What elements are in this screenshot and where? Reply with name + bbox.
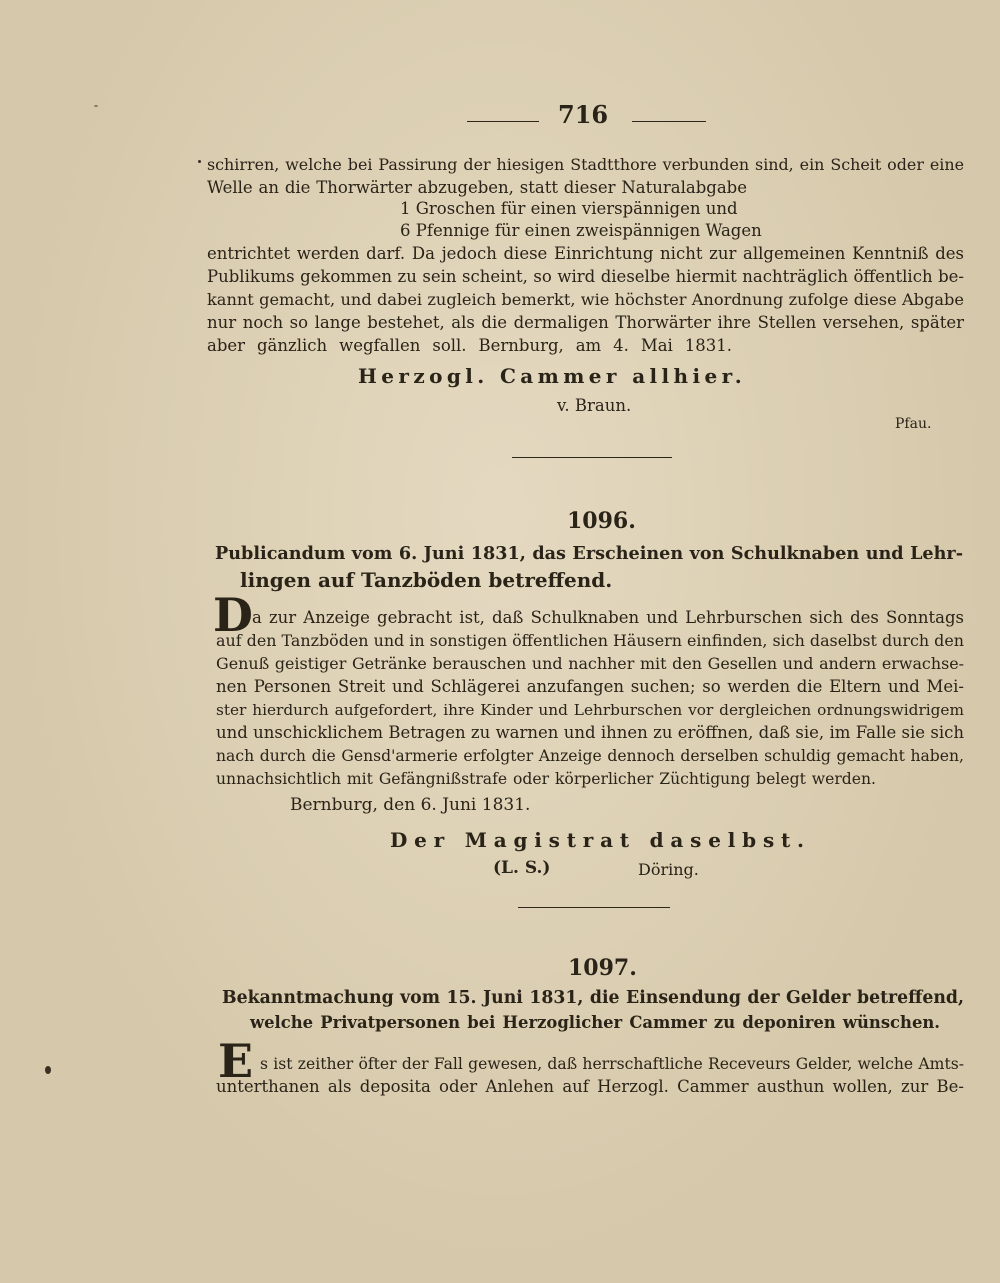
seal-mark: (L. S.) <box>493 858 551 878</box>
text-line: Publikums gekommen zu sein scheint, so wird dieselbe hiermit nachträglich öffentlich be- <box>207 267 964 286</box>
text-line: aber gänzlich wegfallen soll. Bernburg, am 4. Mai 1831. <box>207 336 732 355</box>
page-number: 716 <box>558 100 609 129</box>
section-number: 1096. <box>567 508 636 534</box>
scan-speck <box>94 105 98 107</box>
section-title: Publicandum vom 6. Juni 1831, das Erscheinen von Schulknaben und Lehr- <box>215 543 963 564</box>
text-line: schirren, welche bei Passirung der hiesigen Stadtthore verbunden sind, ein Scheit oder eine <box>207 155 964 174</box>
section-title: lingen auf Tanzböden betreffend. <box>240 568 613 592</box>
drop-cap: D <box>213 588 253 642</box>
section-divider <box>512 457 672 458</box>
scan-speck <box>45 1066 51 1074</box>
text-line: auf den Tanzböden und in sonstigen öffentlichen Häusern einfinden, sich daselbst durch den <box>216 631 964 650</box>
signature: Pfau. <box>895 416 932 432</box>
signature: Döring. <box>638 860 699 879</box>
text-line: a zur Anzeige gebracht ist, daß Schulknaben und Lehrburschen sich des Sonntags <box>252 608 964 627</box>
text-line: und unschicklichem Betragen zu warnen und ihnen zu eröffnen, daß sie, im Falle sie sich <box>216 723 964 742</box>
scan-speck <box>198 160 201 163</box>
header-rule-right <box>632 121 706 122</box>
header-rule-left <box>467 121 539 122</box>
text-line: s ist zeither öfter der Fall gewesen, daß herrschaftliche Receveurs Gelder, welche Amts- <box>260 1055 964 1073</box>
text-line: ster hierdurch aufgefordert, ihre Kinder und Lehrburschen vor dergleichen ordnungswidrigem <box>216 701 964 719</box>
text-line: nen Personen Streit und Schlägerei anzufangen suchen; so werden die Eltern und Mei- <box>216 677 964 696</box>
section-title: welche Privatpersonen bei Herzoglicher Cammer zu deponiren wünschen. <box>250 1013 940 1032</box>
section-title: Bekanntmachung vom 15. Juni 1831, die Einsendung der Gelder betreffend, <box>222 988 964 1008</box>
text-line: nur noch so lange bestehet, als die dermaligen Thorwärter ihre Stellen versehen, später <box>207 313 964 332</box>
text-line: unterthanen als deposita oder Anlehen auf Herzogl. Cammer austhun wollen, zur Be- <box>216 1077 964 1096</box>
authority-line: Der Magistrat daselbst. <box>390 828 811 852</box>
text-line: Genuß geistiger Getränke berauschen und nachher mit den Gesellen und andern erwachse- <box>216 654 964 673</box>
text-line: nach durch die Gensd'armerie erfolgter Anzeige dennoch derselben schuldig gemacht haben, <box>216 747 964 765</box>
signature: v. Braun. <box>557 396 632 415</box>
rate-line: 6 Pfennige für einen zweispännigen Wagen <box>400 221 762 240</box>
text-line: Welle an die Thorwärter abzugeben, statt dieser Naturalabgabe <box>207 178 747 197</box>
section-number: 1097. <box>568 955 637 981</box>
section-divider <box>518 907 670 908</box>
drop-cap: E <box>218 1034 254 1088</box>
text-line: entrichtet werden darf. Da jedoch diese Einrichtung nicht zur allgemeinen Kenntniß des <box>207 244 964 263</box>
text-line: unnachsichtlich mit Gefängnißstrafe oder körperlicher Züchtigung belegt werden. <box>216 770 876 788</box>
place-date: Bernburg, den 6. Juni 1831. <box>290 795 531 815</box>
authority-line: Herzogl. Cammer allhier. <box>358 364 747 388</box>
rate-line: 1 Groschen für einen vierspännigen und <box>400 199 738 218</box>
text-line: kannt gemacht, und dabei zugleich bemerkt, wie höchster Anordnung zufolge diese Abgabe <box>207 290 964 309</box>
